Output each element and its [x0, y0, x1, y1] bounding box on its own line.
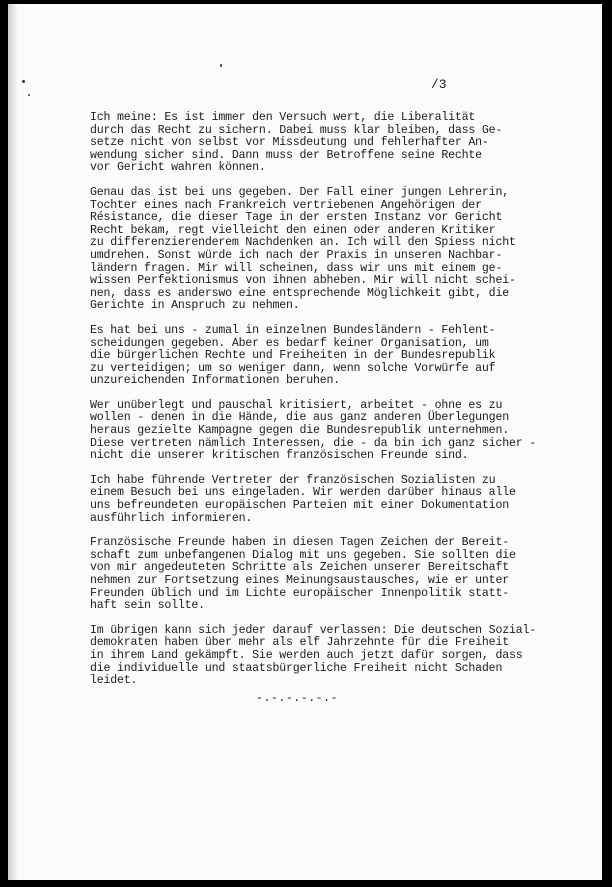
text-line: haft sein sollte. — [90, 599, 205, 613]
text-line: zu differenzierenderem Nachdenken an. Ich will den Spiess nicht — [90, 236, 516, 250]
scan-speck — [220, 64, 222, 67]
text-line: einem Besuch bei uns eingeladen. Wir werden darüber hinaus alle — [90, 486, 516, 500]
paragraph — [90, 112, 580, 175]
scan-speck — [22, 80, 25, 83]
closing-mark: -.-.-.-.-.- — [256, 692, 339, 705]
paragraph — [90, 537, 580, 613]
text-line: ländern fragen. Mir will scheinen, dass wir uns mit einem ge- — [90, 261, 503, 275]
text-line: Résistance, die dieser Tage in der ersten Instanz vor Gericht — [90, 211, 503, 225]
text-line: Recht bekam, regt vielleicht den einen oder anderen Kritiker — [90, 223, 496, 237]
text-line: leidet. — [90, 674, 138, 688]
text-line: demokraten haben über mehr als elf Jahrzehnte für die Freiheit — [90, 636, 509, 650]
letter-body — [90, 112, 580, 700]
text-line: heraus gezielte Kampagne gegen die Bundesrepublik unternehmen. — [90, 424, 509, 438]
text-line: uns befreundeten europäischen Parteien mit einer Dokumentation — [90, 499, 509, 513]
scan-edge-shadow — [8, 4, 18, 880]
paragraph — [90, 325, 580, 388]
text-line: wendung sicher sind. Dann muss der Betroffene seine Rechte — [90, 148, 482, 162]
text-line: von mir angedeuteten Schritte als Zeichen unserer Bereitschaft — [90, 561, 509, 575]
text-line: nehmen zur Fortsetzung eines Meinungsaustausches, wie er unter — [90, 574, 509, 587]
text-line: Französische Freunde haben in diesen Tagen Zeichen der Bereit- — [90, 536, 509, 550]
text-line: ausführlich informieren. — [90, 511, 253, 525]
text-line: umdrehen. Sonst würde ich nach der Praxis in unseren Nachbar- — [90, 248, 503, 262]
text-line: Diese vertreten nämlich Interessen, die - da bin ich ganz sicher - — [90, 436, 536, 450]
text-line: durch das Recht zu sichern. Dabei muss klar bleiben, dass Ge- — [90, 123, 503, 137]
text-line: Ich meine: Es ist immer den Versuch wert, die Liberalität — [90, 111, 476, 124]
paragraph — [90, 187, 580, 313]
text-line: die individuelle und staatsbürgerliche Freiheit nicht Schaden — [90, 661, 503, 675]
text-line: Freunden üblich und im Lichte europäischer Innenpolitik statt- — [90, 586, 509, 600]
scan-speck — [28, 94, 30, 96]
text-line: Im übrigen kann sich jeder darauf verlassen: Die deutschen Sozial- — [90, 623, 536, 637]
text-line: vor Gericht wahren können. — [90, 161, 266, 175]
page-number: /3 — [431, 77, 447, 92]
text-line: setze nicht von selbst vor Missdeutung und fehlerhafter An- — [90, 136, 489, 150]
text-line: Gerichte in Anspruch zu nehmen. — [90, 299, 300, 313]
text-line: die bürgerlichen Rechte und Freiheiten in der Bundesrepublik — [90, 349, 496, 363]
text-line: schaft zum unbefangenen Dialog mit uns gegeben. Sie sollten die — [90, 548, 516, 562]
text-line: Tochter eines nach Frankreich vertriebenen Angehörigen der — [90, 198, 482, 212]
text-line: nicht die unserer kritischen französischen Freunde sind. — [90, 449, 469, 463]
text-line: zu verteidigen; um so weniger dann, wenn solche Vorwürfe auf — [90, 361, 496, 375]
text-line: in ihrem Land gekämpft. Sie werden auch jetzt dafür sorgen, dass — [90, 648, 523, 662]
text-line: Ich habe führende Vertreter der französischen Sozialisten zu — [90, 473, 496, 487]
text-line: nen, dass es anderswo eine entsprechende Möglichkeit gibt, die — [90, 286, 509, 300]
text-line: wissen Perfektionismus von ihnen abheben. Mir will nicht schei- — [90, 274, 516, 288]
text-line: wollen - denen in die Hände, die aus ganz anderen Überlegungen — [90, 411, 509, 425]
text-line: Es hat bei uns - zumal in einzelnen Bundesländern - Fehlent- — [90, 323, 496, 337]
document-page — [8, 4, 602, 880]
paragraph — [90, 625, 580, 688]
text-line: scheidungen gegeben. Aber es bedarf keiner Organisation, um — [90, 336, 489, 350]
text-line: Genau das ist bei uns gegeben. Der Fall einer jungen Lehrerin, — [90, 185, 509, 199]
paragraph — [90, 475, 580, 525]
text-line: Wer unüberlegt und pauschal kritisiert, arbeitet - ohne es zu — [90, 398, 503, 412]
text-line: unzureichenden Informationen beruhen. — [90, 374, 341, 388]
paragraph — [90, 400, 580, 463]
